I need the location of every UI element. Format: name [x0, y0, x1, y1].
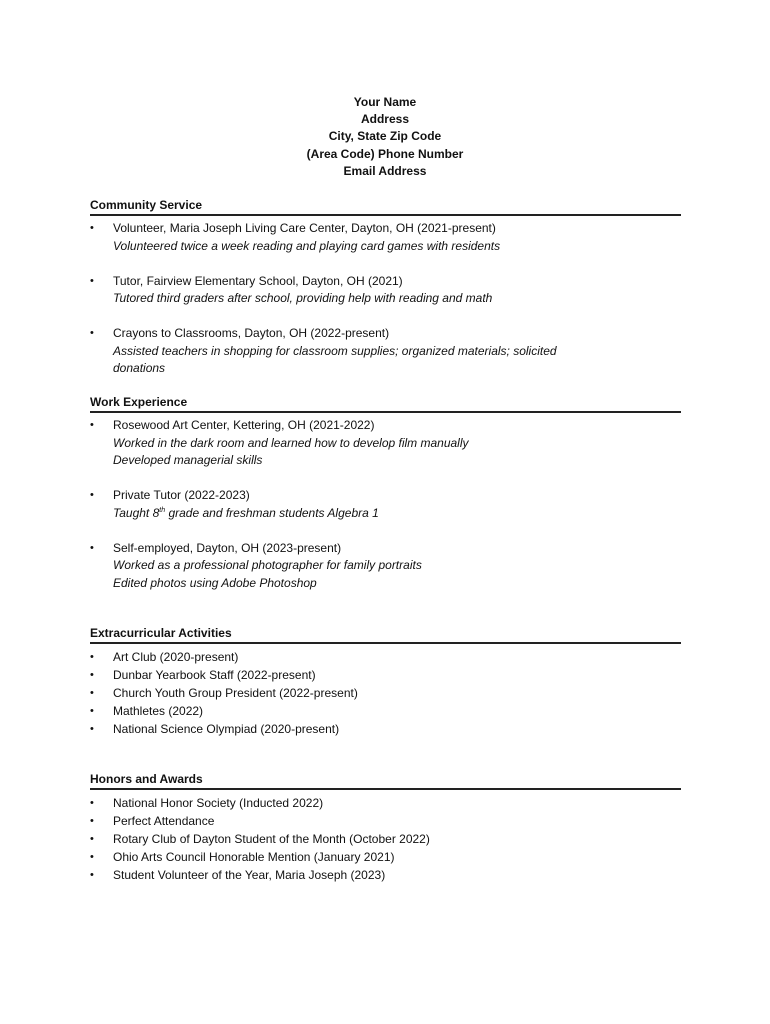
bullet: • [90, 651, 94, 663]
entry-description: Tutored third graders after school, providing help with reading and math [113, 291, 493, 305]
entry-title: Volunteer, Maria Joseph Living Care Center, Dayton, OH (2021-present) [113, 221, 496, 235]
bullet: • [90, 669, 94, 682]
entry-title: Self-employed, Dayton, OH (2023-present) [113, 540, 342, 555]
list-item [90, 417, 681, 470]
item-text: Art Club (2020-present) [113, 650, 239, 664]
bullet: • [90, 419, 94, 431]
entry-description: Volunteered twice a week reading and playing card games with residents [113, 238, 501, 253]
bullet: • [90, 489, 94, 501]
bullet: • [90, 274, 94, 287]
entry-title: Rosewood Art Center, Kettering, OH (2021-2022) [113, 418, 375, 432]
address-line: Address [360, 112, 410, 127]
section-title: Honors and Awards [90, 772, 681, 790]
item-text: Student Volunteer of the Year, Maria Joseph (2023) [113, 868, 386, 883]
item-text: Perfect Attendance [113, 814, 215, 829]
list-item [90, 812, 681, 830]
list-item [90, 866, 681, 884]
entry-title: Tutor, Fairview Elementary School, Dayton, OH (2021) [113, 273, 403, 288]
community-service-section [90, 198, 681, 378]
bullet: • [90, 222, 94, 234]
bullet: • [90, 723, 94, 736]
email-line: Email Address [343, 163, 427, 178]
city-line: City, State Zip Code [328, 129, 442, 144]
item-text: Church Youth Group President (2022-present) [113, 686, 358, 701]
list-item [90, 666, 681, 684]
entry-description: Developed managerial skills [113, 453, 263, 467]
entry-description: Assisted teachers in shopping for classroom supplies; organized materials; solicited donations [113, 343, 557, 375]
bullet: • [90, 869, 94, 882]
entry-description: Edited photos using Adobe Photoshop [113, 575, 317, 590]
phone-line: (Area Code) Phone Number [306, 146, 464, 161]
list-item [90, 720, 681, 738]
contact-header [0, 94, 770, 180]
name-line: Your Name [353, 95, 417, 109]
section-title: Community Service [90, 198, 681, 216]
bullet: • [90, 797, 94, 809]
item-text: Mathletes (2022) [113, 704, 204, 719]
entry-title: Crayons to Classrooms, Dayton, OH (2022-present) [113, 326, 390, 340]
item-text: Rotary Club of Dayton Student of the Month (October 2022) [113, 832, 430, 847]
bullet: • [90, 815, 94, 828]
item-text: National Honor Society (Inducted 2022) [113, 796, 324, 810]
bullet: • [90, 327, 94, 339]
list-item [90, 487, 681, 522]
bullet: • [90, 705, 94, 718]
entry-description: Worked in the dark room and learned how to develop film manually [113, 435, 469, 450]
bullet: • [90, 687, 94, 700]
item-text: Ohio Arts Council Honorable Mention (January 2021) [113, 850, 395, 865]
bullet: • [90, 833, 94, 846]
entry-title: Private Tutor (2022-2023) [113, 488, 250, 502]
honors-section [90, 772, 681, 884]
work-experience-section [90, 395, 681, 592]
list-item [90, 648, 681, 666]
section-title: Work Experience [90, 395, 681, 413]
item-text: National Science Olympiad (2020-present) [113, 722, 340, 737]
list-item [90, 684, 681, 702]
list-item [90, 794, 681, 812]
entry-description [113, 505, 681, 523]
list-item [90, 830, 681, 848]
entry-description: Worked as a professional photographer for family portraits [113, 558, 422, 572]
list-item [90, 220, 681, 255]
bullet: • [90, 851, 94, 864]
bullet: • [90, 541, 94, 554]
list-item [90, 273, 681, 308]
list-item [90, 702, 681, 720]
extracurricular-section [90, 626, 681, 738]
list-item [90, 848, 681, 866]
section-title: Extracurricular Activities [90, 626, 681, 644]
list-item [90, 325, 681, 378]
desc-text: grade and freshman students Algebra 1 [165, 505, 379, 520]
desc-text: Taught 8 [113, 505, 160, 520]
list-item [90, 540, 681, 593]
desc-superscript: th [159, 506, 166, 514]
item-text: Dunbar Yearbook Staff (2022-present) [113, 668, 316, 683]
